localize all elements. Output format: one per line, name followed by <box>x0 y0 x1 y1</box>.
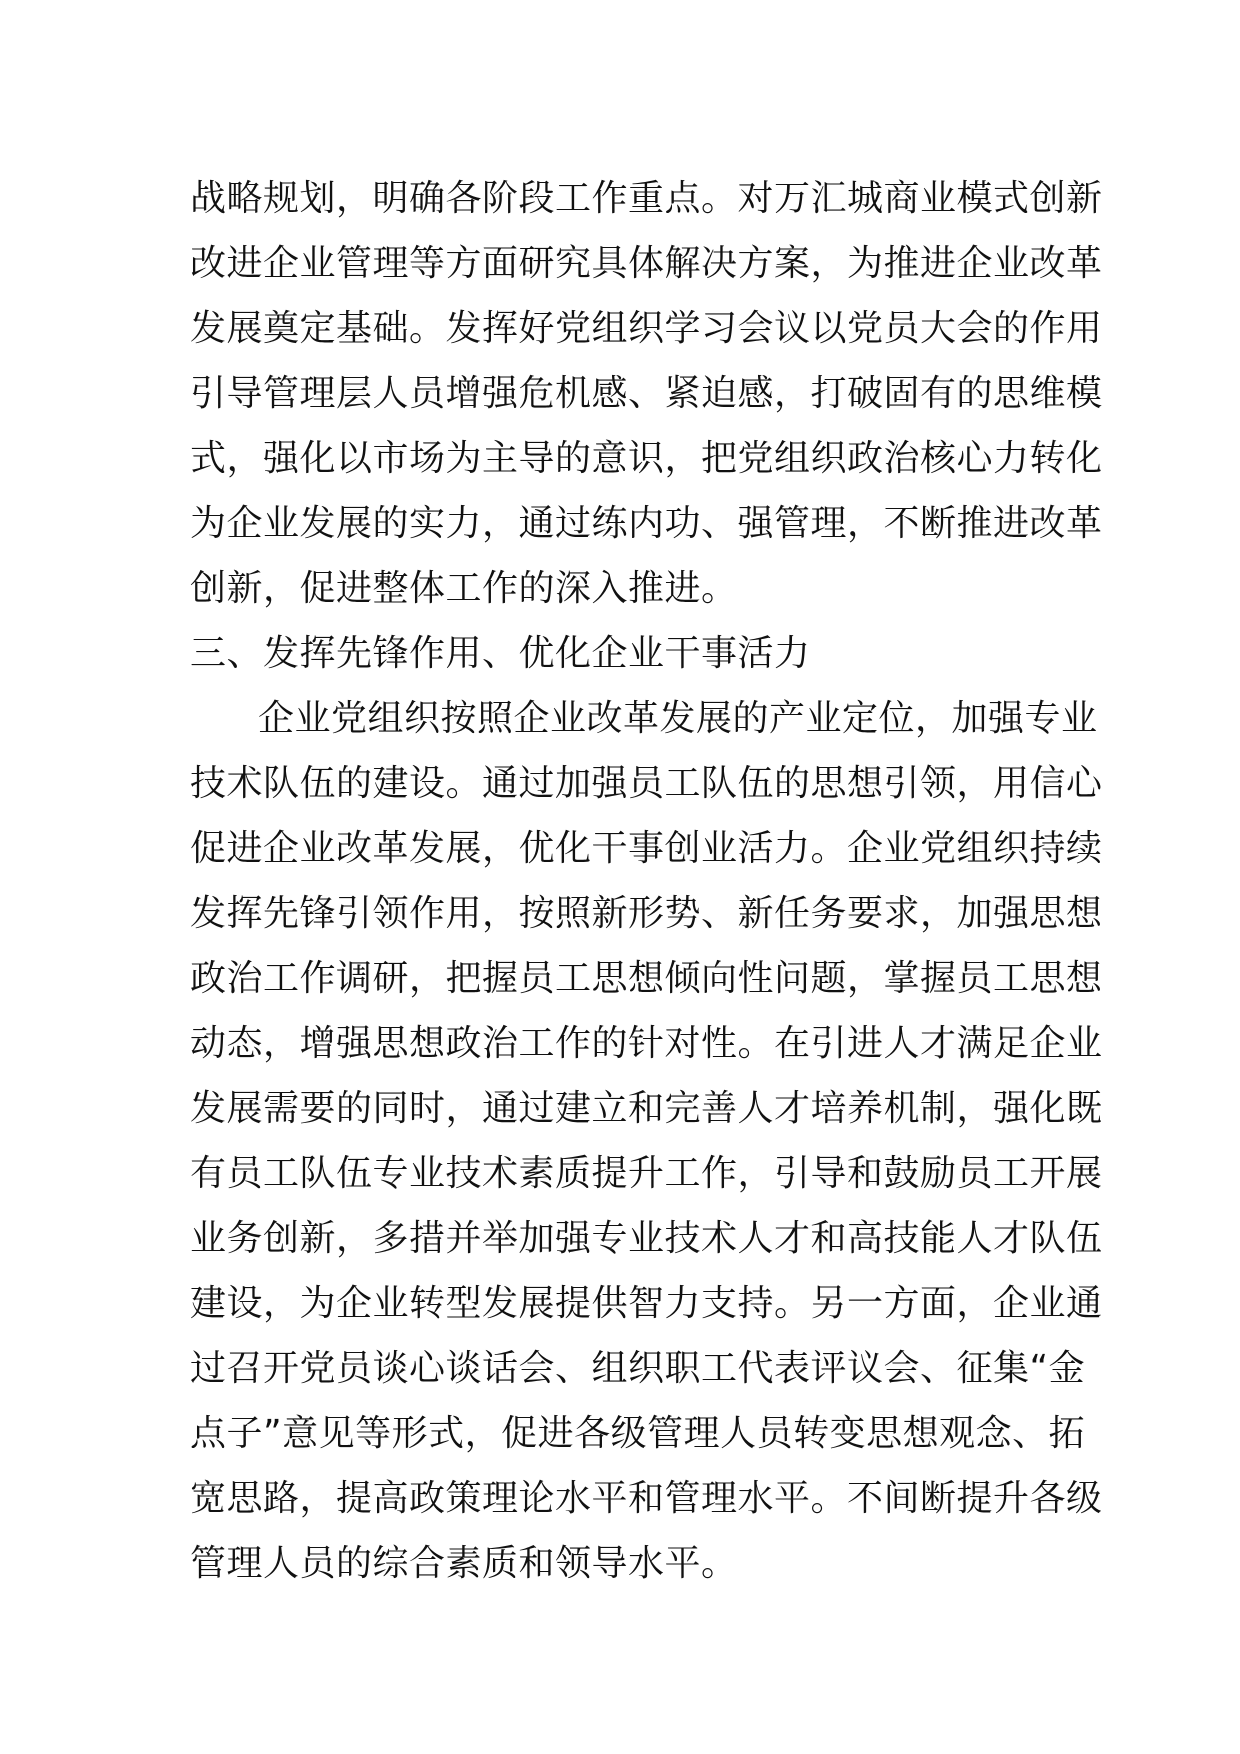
document-body <box>190 166 1103 1596</box>
section-heading: 三、发挥先锋作用、优化企业干事活力 <box>190 633 811 674</box>
text-line: 点子”意见等形式，促进各级管理人员转变思想观念、拓 <box>190 1413 1086 1454</box>
text-line: 业务创新，多措并举加强专业技术人才和高技能人才队伍 <box>190 1218 1103 1259</box>
text-line: 发挥先锋引领作用，按照新形势、新任务要求，加强思想 <box>190 893 1103 934</box>
text-line: 动态，增强思想政治工作的针对性。在引进人才满足企业 <box>190 1023 1103 1064</box>
text-line: 企业党组织按照企业改革发展的产业定位，加强专业 <box>258 698 1098 739</box>
text-line: 式，强化以市场为主导的意识，把党组织政治核心力转化 <box>190 438 1103 479</box>
text-line: 为企业发展的实力，通过练内功、强管理，不断推进改革 <box>190 503 1103 544</box>
text-line: 创新，促进整体工作的深入推进。 <box>190 568 738 609</box>
text-line: 技术队伍的建设。通过加强员工队伍的思想引领，用信心 <box>190 763 1103 804</box>
text-line: 建设，为企业转型发展提供智力支持。另一方面，企业通 <box>190 1283 1103 1324</box>
text-line: 发展奠定基础。发挥好党组织学习会议以党员大会的作用 <box>190 308 1103 349</box>
paragraph-main <box>190 686 1103 1596</box>
text-line: 改进企业管理等方面研究具体解决方案，为推进企业改革 <box>190 243 1103 284</box>
text-line: 宽思路，提高政策理论水平和管理水平。不间断提升各级 <box>190 1478 1103 1519</box>
text-line: 管理人员的综合素质和领导水平。 <box>190 1543 738 1584</box>
text-line: 过召开党员谈心谈话会、组织职工代表评议会、征集“金 <box>190 1348 1086 1389</box>
text-line: 引导管理层人员增强危机感、紧迫感，打破固有的思维模 <box>190 373 1103 414</box>
text-line: 战略规划，明确各阶段工作重点。对万汇城商业模式创新 <box>190 178 1103 219</box>
paragraph-continuation <box>190 166 1103 621</box>
text-line: 有员工队伍专业技术素质提升工作，引导和鼓励员工开展 <box>190 1153 1103 1194</box>
text-line: 政治工作调研，把握员工思想倾向性问题，掌握员工思想 <box>190 958 1103 999</box>
text-line: 促进企业改革发展，优化干事创业活力。企业党组织持续 <box>190 828 1103 869</box>
text-line: 发展需要的同时，通过建立和完善人才培养机制，强化既 <box>190 1088 1103 1129</box>
